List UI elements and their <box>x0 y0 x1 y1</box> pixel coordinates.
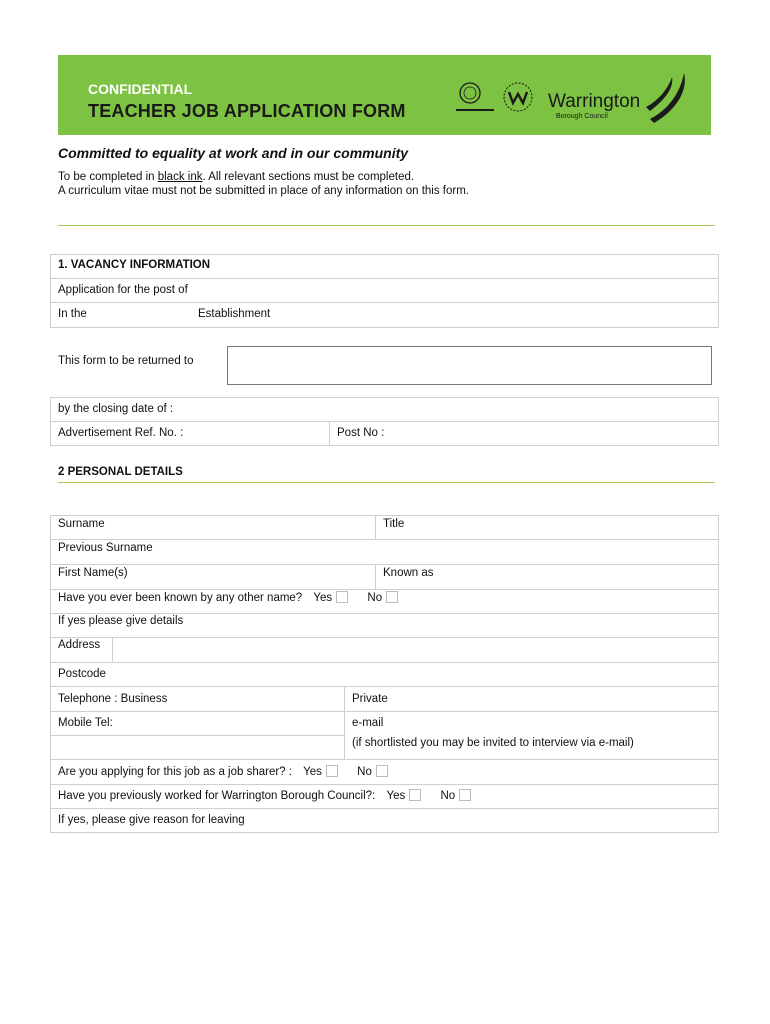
row-divider <box>50 564 719 565</box>
email-note: (if shortlisted you may be invited to interview via e-mail) <box>352 737 634 749</box>
warrington-logo-text: Warrington <box>548 91 641 112</box>
row-divider <box>50 662 719 663</box>
return-label: This form to be returned to <box>58 355 194 367</box>
postcode-label[interactable]: Postcode <box>58 668 106 680</box>
email-label[interactable]: e-mail <box>352 717 384 729</box>
vacancy-heading: 1. VACANCY INFORMATION <box>58 259 211 271</box>
col-divider <box>375 564 376 589</box>
intro-line1-pre: To be completed in <box>58 171 158 183</box>
col-divider <box>375 515 376 539</box>
confidential-label: CONFIDENTIAL <box>88 81 193 97</box>
post-no-label[interactable]: Post No : <box>337 427 385 439</box>
row-divider <box>50 735 344 736</box>
row-divider <box>50 808 719 809</box>
row-divider <box>50 613 719 614</box>
row-divider <box>50 589 719 590</box>
row-divider <box>50 278 719 279</box>
swoosh-logo-icon <box>644 69 694 125</box>
intro-black-ink: black ink <box>157 171 203 183</box>
telephone-business-label[interactable]: Telephone : Business <box>58 693 168 705</box>
post-label[interactable]: Application for the post of <box>58 284 188 296</box>
title-label[interactable]: Title <box>383 518 405 530</box>
known-as-label[interactable]: Known as <box>383 567 434 579</box>
advert-ref-label[interactable]: Advertisement Ref. No. : <box>58 427 184 439</box>
job-sharer-yes-checkbox[interactable] <box>326 765 338 777</box>
previous-wbc-question <box>58 789 471 802</box>
first-names-label[interactable]: First Name(s) <box>58 567 128 579</box>
equality-tagline: Committed to equality at work and in our community <box>58 145 409 161</box>
row-divider <box>50 637 719 638</box>
row-divider <box>50 759 719 760</box>
form-title: TEACHER JOB APPLICATION FORM <box>88 101 406 121</box>
reason-leaving-label[interactable]: If yes, please give reason for leaving <box>58 814 245 826</box>
job-sharer-question <box>58 765 388 778</box>
divider <box>58 482 715 483</box>
col-divider <box>112 637 113 662</box>
previous-surname-label[interactable]: Previous Surname <box>58 542 153 554</box>
intro-line2: A curriculum vitae must not be submitted in place of any information on this form. <box>58 185 469 197</box>
quality-mark-icon <box>500 79 540 119</box>
col-divider <box>344 686 345 759</box>
row-divider <box>50 539 719 540</box>
other-name-yes-checkbox[interactable] <box>336 591 348 603</box>
in-the-label[interactable]: In the <box>58 308 87 320</box>
job-sharer-label: Are you applying for this job as a job sharer? : <box>58 766 292 778</box>
row-divider <box>50 711 719 712</box>
other-name-yes-label: Yes <box>313 592 333 604</box>
previous-wbc-no-checkbox[interactable] <box>459 789 471 801</box>
personal-heading: 2 PERSONAL DETAILS <box>58 466 183 478</box>
job-sharer-yes-label: Yes <box>303 766 322 778</box>
other-name-question <box>58 591 398 604</box>
personal-table <box>50 515 719 833</box>
previous-wbc-no-label: No <box>440 790 456 802</box>
previous-wbc-yes-checkbox[interactable] <box>409 789 421 801</box>
col-divider <box>329 421 330 446</box>
investors-badge-icon <box>456 79 496 119</box>
mobile-label[interactable]: Mobile Tel: <box>58 717 113 729</box>
other-name-details-label[interactable]: If yes please give details <box>58 615 184 627</box>
job-sharer-no-label: No <box>357 766 372 778</box>
row-divider <box>50 302 719 303</box>
row-divider <box>50 784 719 785</box>
header-banner <box>58 55 711 135</box>
other-name-label: Have you ever been known by any other name? <box>58 592 303 604</box>
intro-line1-post: . All relevant sections must be completed. <box>202 171 415 183</box>
intro-text <box>58 170 469 198</box>
divider <box>58 225 715 226</box>
establishment-label[interactable]: Establishment <box>198 308 271 320</box>
previous-wbc-yes-label: Yes <box>386 790 406 802</box>
other-name-no-checkbox[interactable] <box>386 591 398 603</box>
borough-council-text: Borough Council <box>556 113 608 120</box>
row-divider <box>50 421 719 422</box>
address-label: Address <box>58 639 101 651</box>
previous-wbc-label: Have you previously worked for Warrington Borough Council?: <box>58 790 376 802</box>
job-sharer-no-checkbox[interactable] <box>376 765 388 777</box>
closing-date-label[interactable]: by the closing date of : <box>58 403 174 415</box>
surname-label[interactable]: Surname <box>58 518 105 530</box>
council-logos <box>456 69 692 125</box>
other-name-no-label: No <box>367 592 383 604</box>
row-divider <box>50 686 719 687</box>
return-address-field[interactable] <box>227 346 712 385</box>
telephone-private-label[interactable]: Private <box>352 693 388 705</box>
